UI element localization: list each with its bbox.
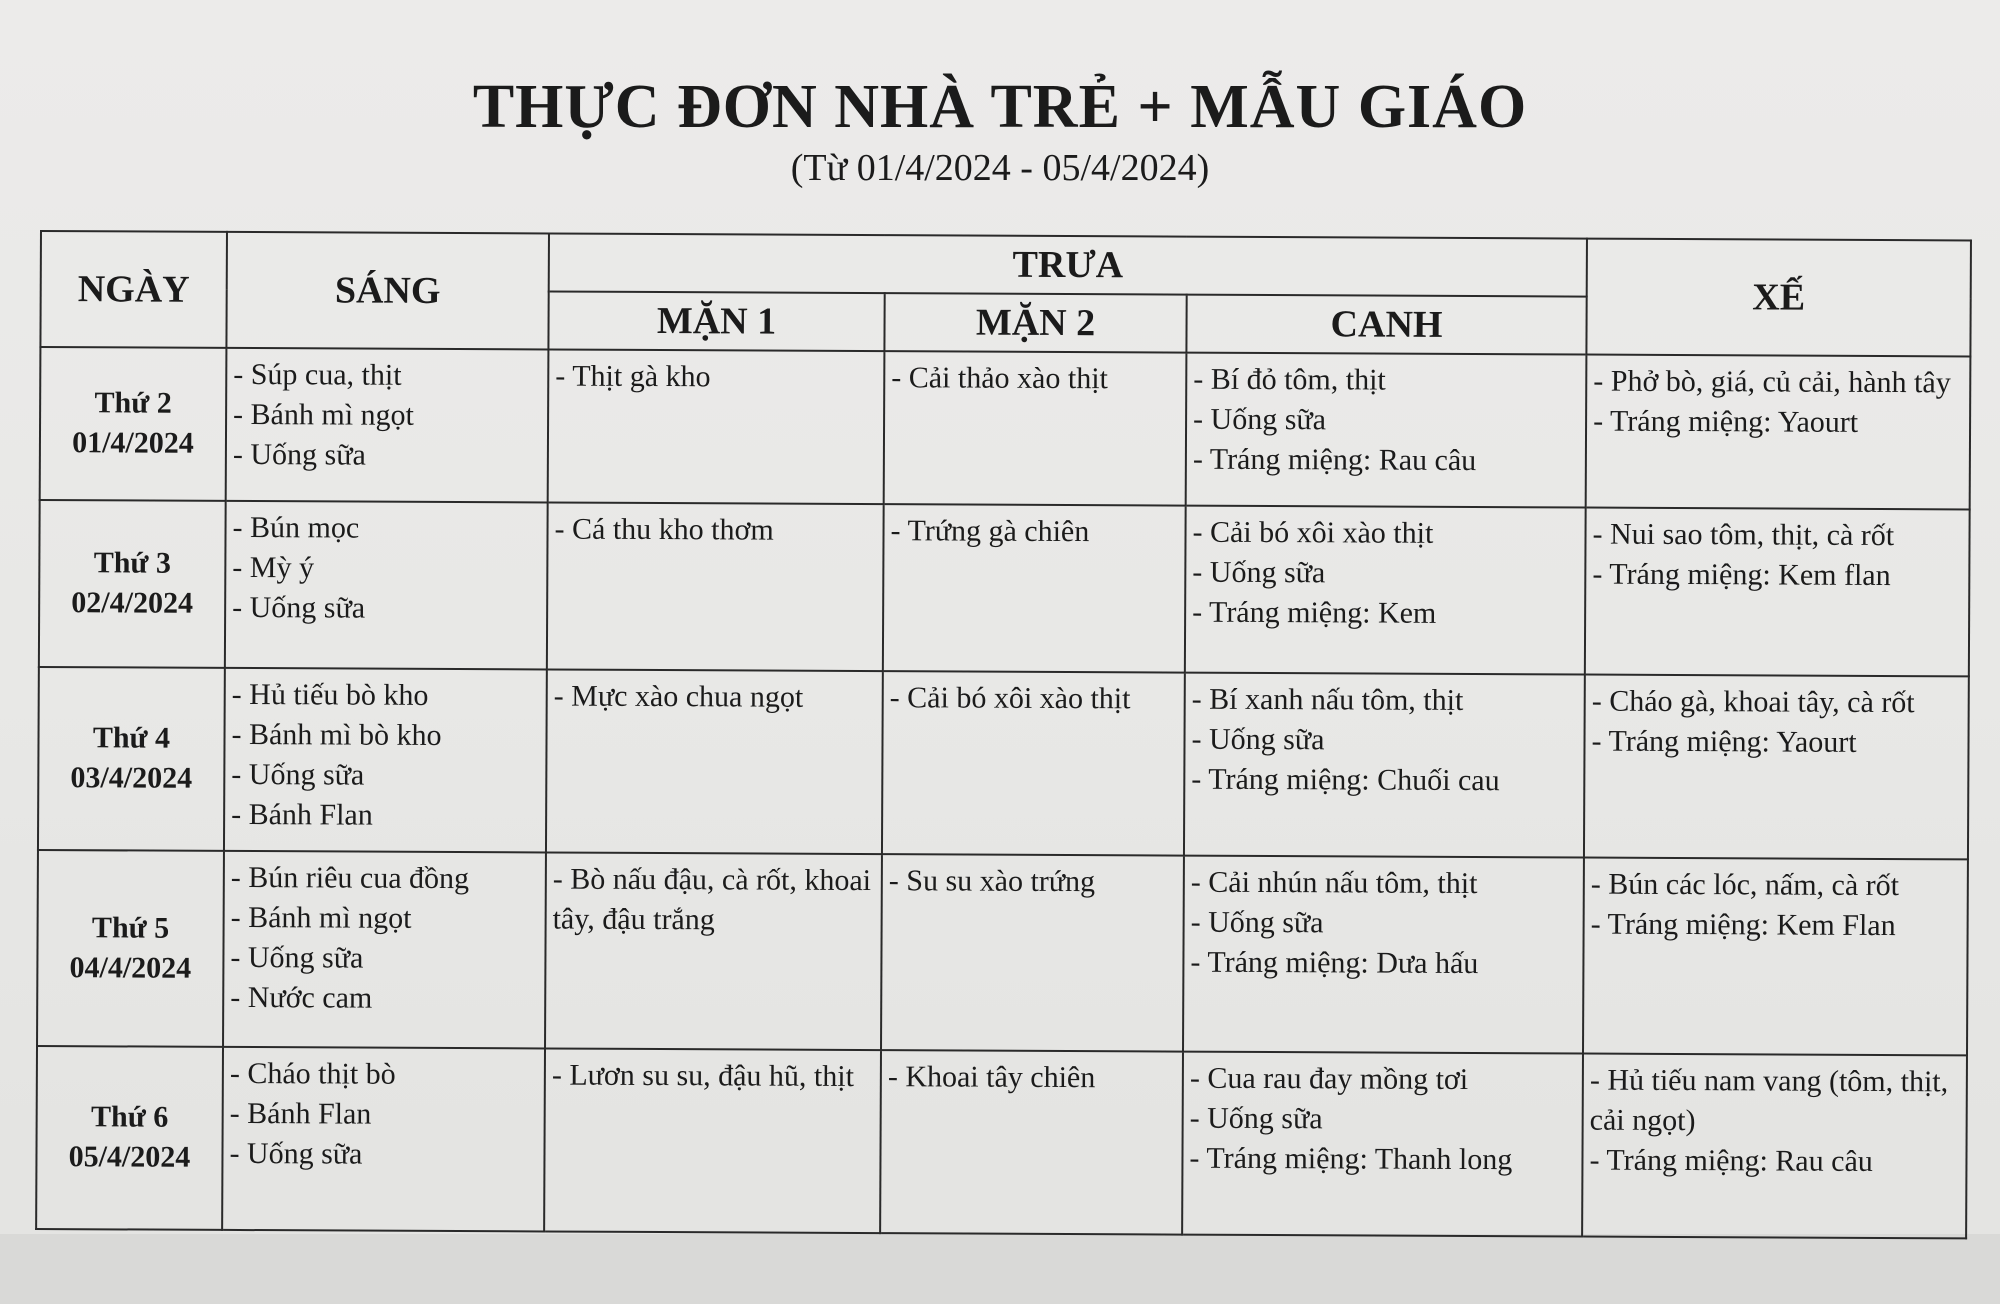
menu-item: - Tráng miệng: Kem Flan <box>1590 907 1896 943</box>
menu-item: - Nui sao tôm, thịt, cà rốt <box>1592 517 1895 552</box>
page-title: THỰC ĐƠN NHÀ TRẺ + MẪU GIÁO <box>472 73 1528 141</box>
menu-item: - Lươn su su, đậu hũ, thịt <box>551 1058 855 1093</box>
menu-item: - Hủ tiếu nam vang (tôm, thịt, cải ngọt) <box>1589 1063 1949 1137</box>
menu-item: - Nước cam <box>230 981 373 1015</box>
menu-item: - Bún mọc <box>232 510 360 545</box>
menu-item: - Cá thu kho thơm <box>554 512 774 547</box>
menu-item: - Trứng gà chiên <box>890 513 1090 548</box>
menu-item: - Bánh Flan <box>231 797 373 832</box>
menu-item: - Uống sữa <box>1189 1101 1323 1135</box>
man2-cell <box>881 854 1184 1051</box>
menu-item: - Tráng miệng: Dưa hấu <box>1190 945 1479 981</box>
canh-cell <box>1182 1051 1583 1236</box>
weekday-label: Thứ 5 <box>91 911 170 945</box>
header-man2: MẶN 2 <box>884 293 1186 352</box>
menu-item: - Hủ tiếu bò kho <box>231 677 429 712</box>
morning-cell <box>224 668 547 853</box>
canh-cell <box>1186 353 1587 508</box>
table-row <box>40 347 1971 509</box>
menu-item: - Uống sữa <box>1191 722 1325 757</box>
day-cell <box>39 500 226 668</box>
canh-cell <box>1183 856 1584 1053</box>
table-row <box>37 850 1968 1055</box>
morning-cell <box>223 851 546 1048</box>
canh-cell <box>1184 672 1585 857</box>
menu-item: - Cua rau đay mồng tơi <box>1189 1061 1469 1096</box>
menu-item: - Tráng miệng: Yaourt <box>1593 404 1859 439</box>
morning-cell <box>222 1047 545 1232</box>
canh-cell <box>1185 505 1586 674</box>
menu-item: - Thịt gà kho <box>555 359 711 394</box>
weekday-label: Thứ 3 <box>93 546 172 580</box>
menu-item: - Súp cua, thịt <box>233 357 402 392</box>
date-range-subtitle: (Từ 01/4/2024 - 05/4/2024) <box>790 147 1210 189</box>
menu-body <box>36 347 1970 1238</box>
menu-item: - Mực xào chua ngọt <box>553 679 804 714</box>
menu-item: - Uống sữa <box>231 757 365 792</box>
weekday-label: Thứ 2 <box>94 386 172 421</box>
header-afternoon: XẾ <box>1586 239 1971 357</box>
header-lunch: TRƯA <box>549 233 1587 296</box>
date-label: 05/4/2024 <box>68 1140 191 1175</box>
date-label: 03/4/2024 <box>70 761 193 796</box>
afternoon-cell <box>1584 674 1969 859</box>
menu-item: - Bún riêu cua đồng <box>230 861 470 896</box>
morning-cell <box>226 348 549 502</box>
man2-cell <box>882 671 1185 856</box>
day-cell <box>38 667 225 851</box>
menu-item: - Uống sữa <box>229 1136 363 1171</box>
menu-item: - Cháo gà, khoai tây, cà rốt <box>1591 684 1915 719</box>
menu-item: - Bánh mì ngọt <box>230 901 412 935</box>
menu-item: - Bún các lóc, nấm, cà rốt <box>1590 867 1900 903</box>
menu-item: - Tráng miệng: Kem <box>1192 595 1437 630</box>
menu-item: - Tráng miệng: Rau câu <box>1589 1143 1873 1178</box>
menu-item: - Su su xào trứng <box>888 864 1096 899</box>
menu-item: - Cải nhún nấu tôm, thịt <box>1190 865 1478 901</box>
table-row <box>38 667 1969 860</box>
menu-item: - Tráng miệng: Yaourt <box>1591 724 1857 759</box>
day-cell <box>36 1046 223 1230</box>
menu-item: - Tráng miệng: Thanh long <box>1189 1141 1513 1176</box>
menu-item: - Mỳ ý <box>232 550 315 585</box>
afternoon-cell <box>1586 355 1971 510</box>
date-label: 04/4/2024 <box>69 951 192 985</box>
menu-item: - Cải bó xôi xào thịt <box>1192 515 1434 550</box>
man2-cell <box>883 504 1186 672</box>
menu-item: - Bánh Flan <box>229 1096 372 1131</box>
menu-item: - Uống sữa <box>232 437 366 472</box>
menu-item: - Tráng miệng: Kem flan <box>1592 557 1891 592</box>
menu-item: - Cháo thịt bò <box>229 1056 396 1091</box>
menu-item: - Uống sữa <box>1192 555 1326 590</box>
menu-item: - Bí đỏ tôm, thịt <box>1193 362 1386 397</box>
man1-cell <box>548 349 885 503</box>
menu-item: - Tráng miệng: Rau câu <box>1192 442 1477 478</box>
afternoon-cell <box>1582 1053 1967 1238</box>
menu-item: - Cải thảo xào thịt <box>891 361 1108 396</box>
menu-item: - Bánh mì bò kho <box>231 717 442 752</box>
menu-item: - Tráng miệng: Chuối cau <box>1191 762 1500 797</box>
date-label: 01/4/2024 <box>72 426 194 461</box>
header-canh: CANH <box>1186 295 1586 355</box>
morning-cell <box>225 501 548 670</box>
table-row <box>39 500 1970 676</box>
header-morning: SÁNG <box>226 232 549 350</box>
man1-cell <box>544 1048 881 1233</box>
man1-cell <box>545 853 882 1050</box>
menu-item: - Uống sữa <box>1193 402 1327 437</box>
man2-cell <box>884 351 1187 505</box>
menu-item: - Bò nấu đậu, cà rốt, khoai tây, đậu trắng <box>552 862 872 937</box>
page-bottom-edge <box>0 1234 2000 1304</box>
man1-cell <box>547 502 884 671</box>
weekday-label: Thứ 4 <box>92 721 171 756</box>
day-cell <box>40 347 227 501</box>
man2-cell <box>880 1050 1183 1235</box>
afternoon-cell <box>1583 858 1968 1055</box>
man1-cell <box>546 669 883 854</box>
table-row <box>36 1046 1967 1239</box>
menu-item: - Cải bó xôi xào thịt <box>889 680 1131 716</box>
menu-item: - Uống sữa <box>232 590 366 625</box>
header-day: NGÀY <box>40 231 227 348</box>
afternoon-cell <box>1585 507 1970 676</box>
menu-item: - Bí xanh nấu tôm, thịt <box>1191 682 1464 717</box>
menu-item: - Khoai tây chiên <box>887 1059 1096 1094</box>
menu-item: - Bánh mì ngọt <box>233 397 415 432</box>
menu-item: - Uống sữa <box>1190 905 1324 940</box>
menu-item: - Uống sữa <box>230 941 364 975</box>
menu-table <box>35 230 1972 1239</box>
weekday-label: Thứ 6 <box>90 1100 169 1134</box>
day-cell <box>37 850 224 1046</box>
header-man1: MẶN 1 <box>548 291 884 351</box>
date-label: 02/4/2024 <box>71 586 194 621</box>
menu-item: - Phở bò, giá, củ cải, hành tây <box>1593 364 1951 400</box>
